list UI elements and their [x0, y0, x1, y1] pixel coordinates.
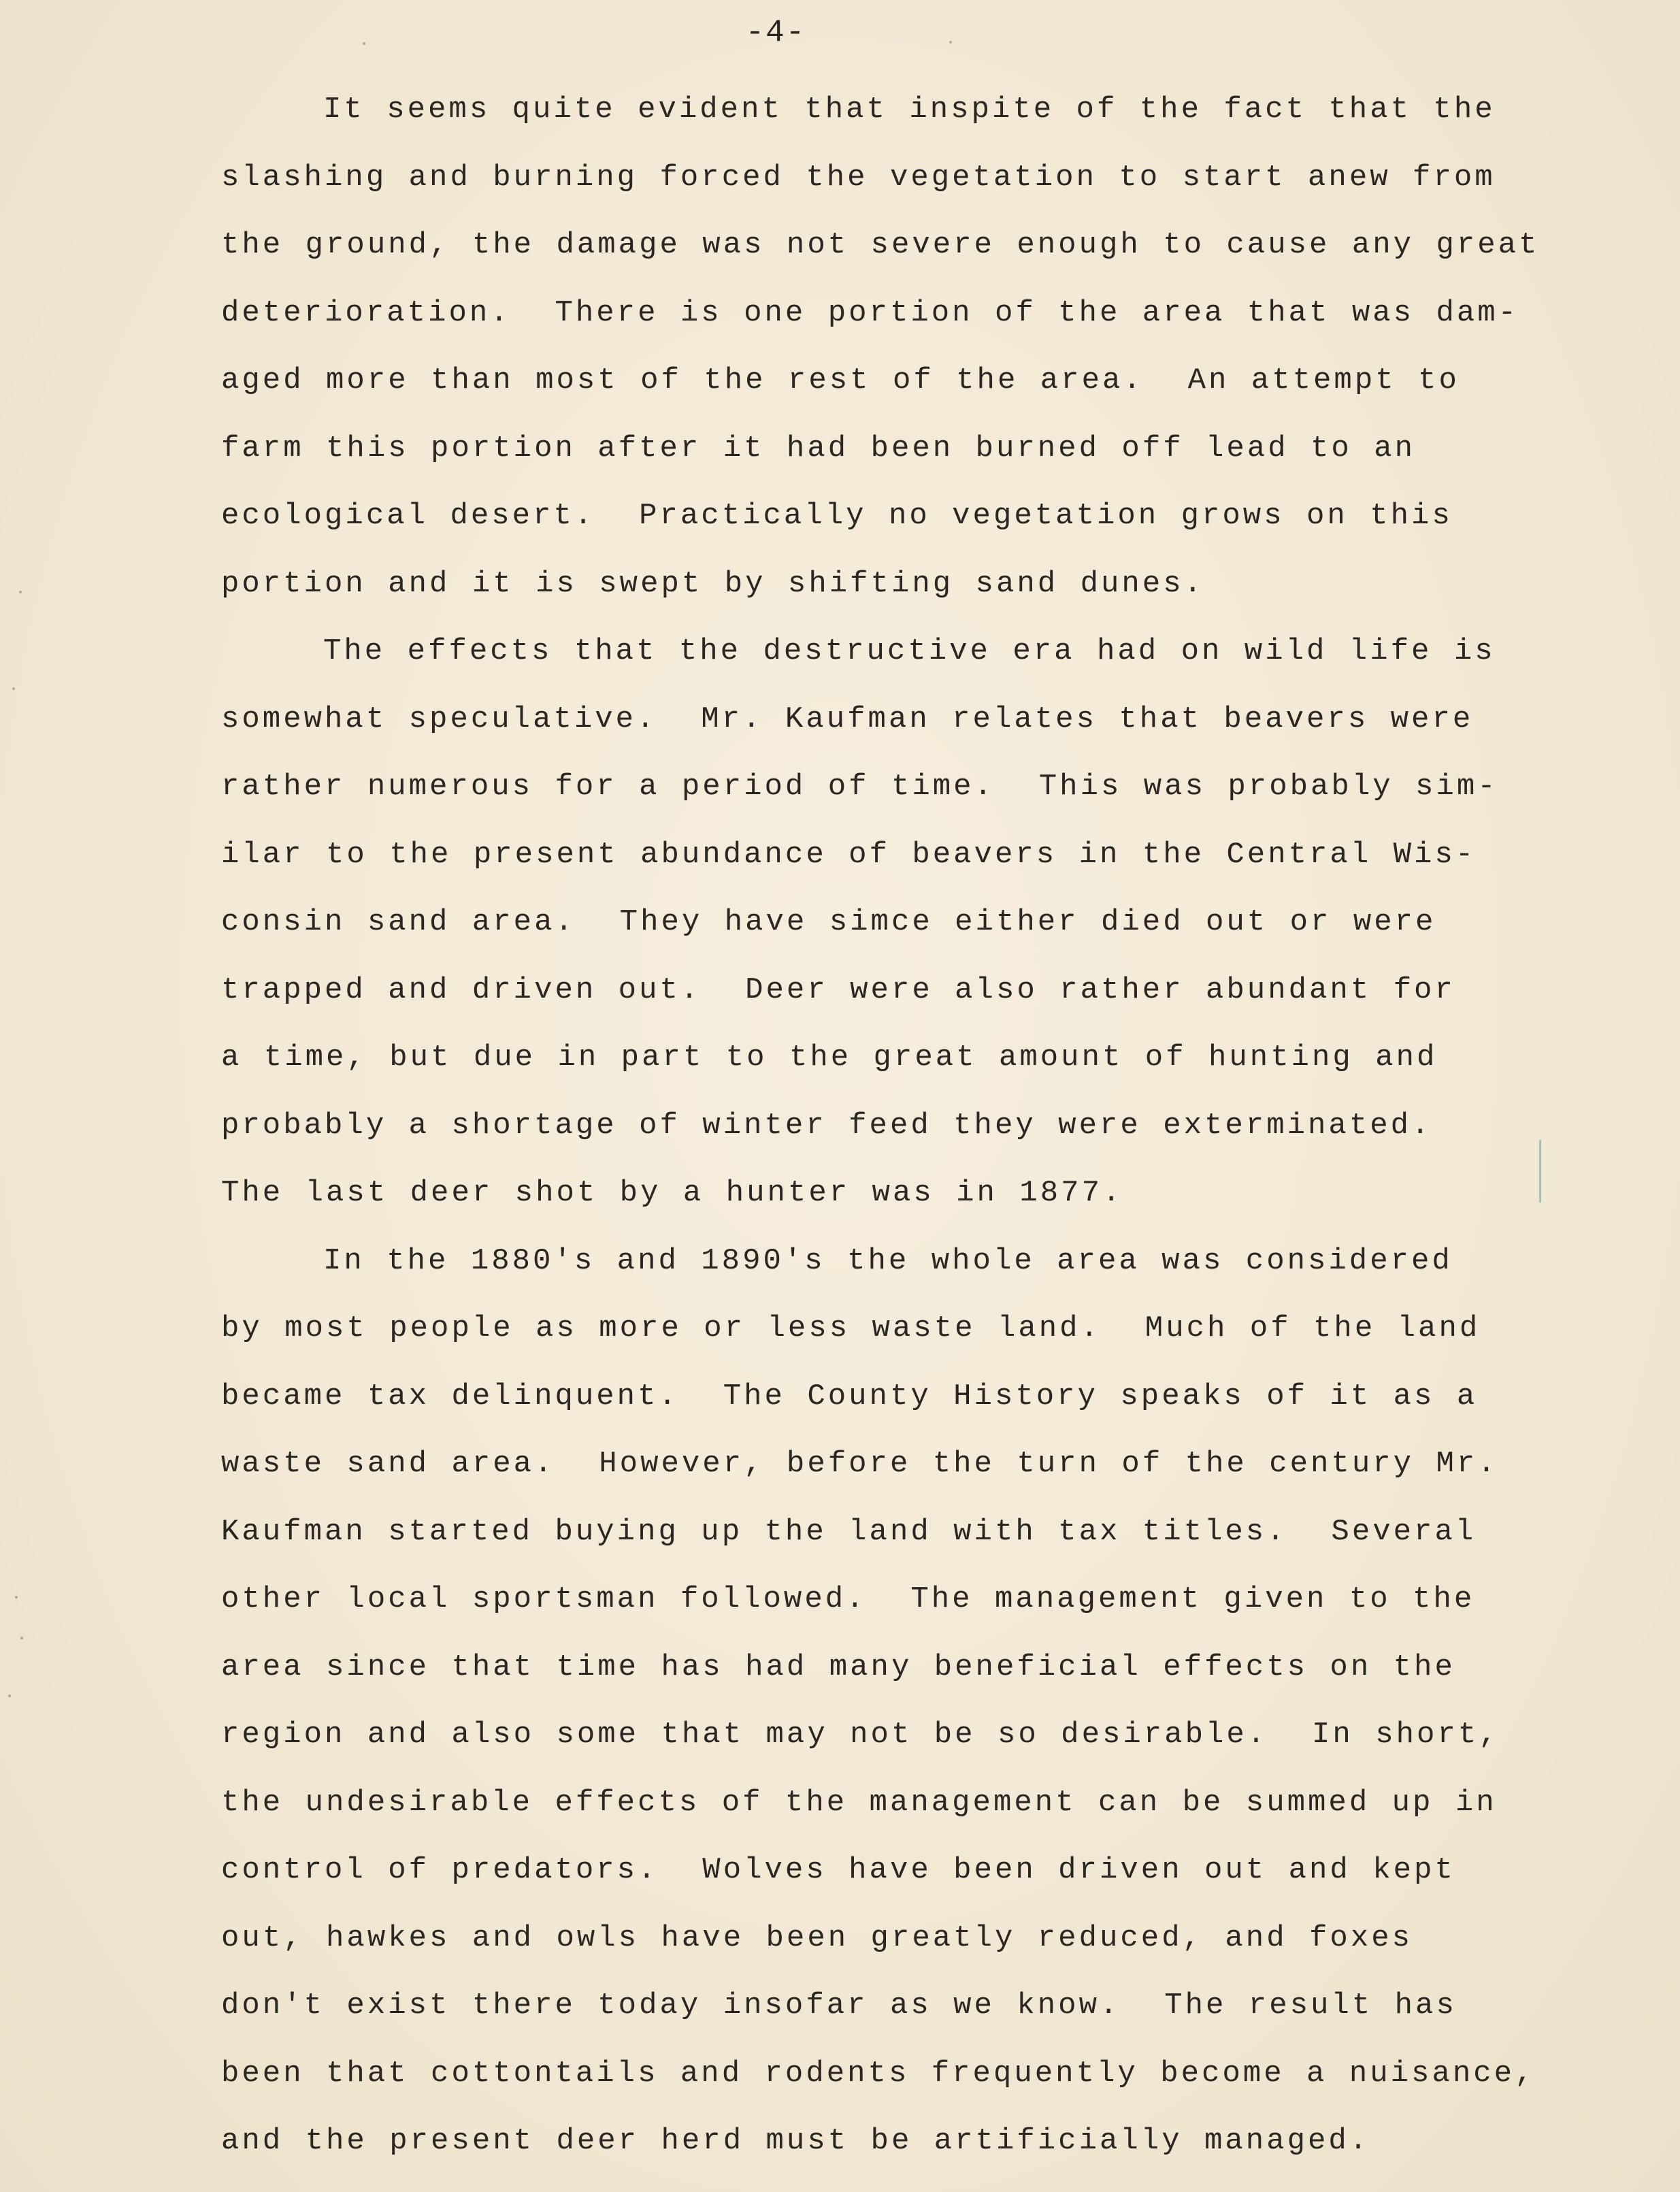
- text-line: consin sand area. They have simce either died out or were: [221, 905, 1436, 939]
- text-line: control of predators. Wolves have been driven out and kept: [221, 1853, 1455, 1887]
- text-line: the ground, the damage was not severe enough to cause any great: [221, 228, 1540, 262]
- text-line: The last deer shot by a hunter was in 1877.: [221, 1176, 1123, 1210]
- text-line: a time, but due in part to the great amount of hunting and: [221, 1041, 1438, 1075]
- text-line: region and also some that may not be so desirable. In short,: [221, 1718, 1500, 1752]
- text-line: In the 1880's and 1890's the whole area was considered: [323, 1243, 1453, 1278]
- text-line: Kaufman started buying up the land with tax titles. Several: [221, 1514, 1477, 1549]
- paper-speck: [363, 42, 365, 45]
- text-line: probably a shortage of winter feed they were exterminated.: [221, 1108, 1432, 1143]
- text-line: waste sand area. However, before the turn of the century Mr.: [221, 1447, 1498, 1481]
- paper-speck: [19, 591, 22, 593]
- text-line: trapped and driven out. Deer were also rather abundant for: [221, 972, 1455, 1007]
- text-line: farm this portion after it had been burned off lead to an: [221, 431, 1416, 465]
- paper-speck: [15, 1596, 18, 1599]
- text-line: deterioration. There is one portion of the area that was dam-: [221, 295, 1519, 330]
- paragraph-1: [221, 76, 1548, 618]
- text-line: rather numerous for a period of time. This was probably sim-: [221, 770, 1498, 804]
- text-line: out, hawkes and owls have been greatly reduced, and foxes: [221, 1920, 1413, 1955]
- text-line: and the present deer herd must be artificially managed.: [221, 2124, 1370, 2158]
- text-line: portion and it is swept by shifting sand dunes.: [221, 566, 1205, 601]
- paper-speck: [12, 687, 15, 690]
- text-line: ilar to the present abundance of beavers in the Central Wis-: [221, 837, 1477, 872]
- paper-speck: [20, 1637, 23, 1639]
- text-line: don't exist there today insofar as we know. The result has: [221, 1989, 1457, 2023]
- text-line: became tax delinquent. The County History speaks of it as a: [221, 1379, 1478, 1413]
- text-line: by most people as more or less waste land. Much of the land: [221, 1311, 1481, 1345]
- text-line: somewhat speculative. Mr. Kaufman relates that beavers were: [221, 702, 1474, 736]
- paper-speck: [949, 41, 952, 44]
- margin-pencil-mark: [1539, 1140, 1541, 1203]
- typescript-body: [221, 76, 1548, 2176]
- text-line: the undesirable effects of the management can be summed up in: [221, 1785, 1497, 1820]
- paper-speck: [8, 1695, 11, 1697]
- paragraph-2: [221, 618, 1548, 1228]
- text-line: slashing and burning forced the vegetation to start anew from: [221, 160, 1496, 195]
- text-line: It seems quite evident that inspite of the fact that the: [323, 93, 1496, 127]
- page-number: -4-: [745, 15, 806, 50]
- text-line: area since that time has had many beneficial effects on the: [221, 1650, 1455, 1684]
- text-line: other local sportsman followed. The management given to the: [221, 1582, 1475, 1616]
- text-line: been that cottontails and rodents frequently become a nuisance,: [221, 2056, 1536, 2091]
- paragraph-3: [221, 1228, 1548, 2176]
- text-line: The effects that the destructive era had on wild life is: [323, 634, 1496, 668]
- text-line: aged more than most of the rest of the area. An attempt to: [221, 363, 1460, 397]
- text-line: ecological desert. Practically no vegetation grows on this: [221, 499, 1453, 533]
